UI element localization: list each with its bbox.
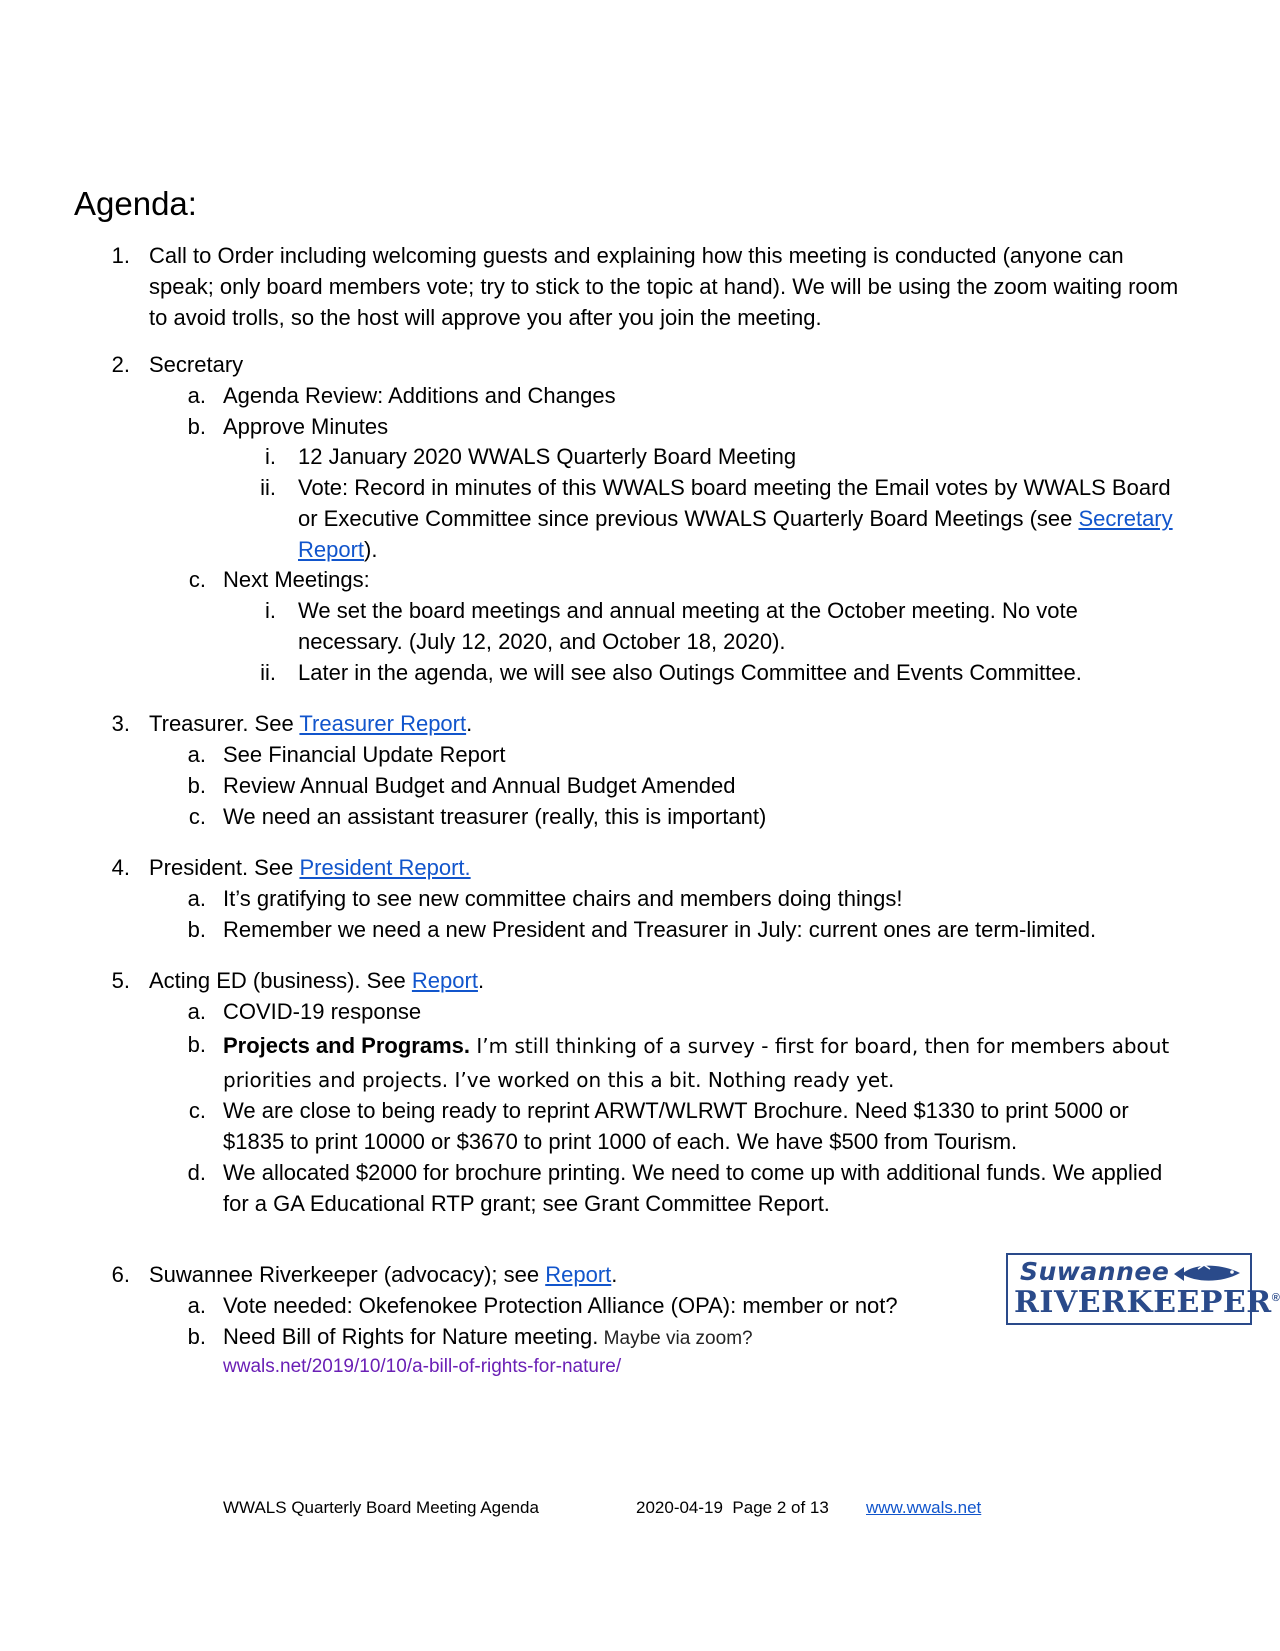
item-number: b. bbox=[187, 773, 206, 798]
item-number: i. bbox=[265, 598, 276, 623]
bill-of-rights-url[interactable]: wwals.net/2019/10/10/a-bill-of-rights-for-nature/ bbox=[223, 1356, 622, 1377]
item-text-tail: . bbox=[611, 1262, 618, 1287]
item-number: 4. bbox=[111, 855, 130, 880]
item-text bbox=[149, 708, 1189, 739]
ed-report-link[interactable]: Report bbox=[411, 968, 478, 993]
item-number: c. bbox=[188, 567, 206, 592]
registered-mark: ® bbox=[1271, 1292, 1280, 1304]
item-text: We allocated $2000 for brochure printing. We need to come up with additional funds. We applied for a GA Educational RTP grant; see Grant Committee Report. bbox=[223, 1160, 1163, 1216]
item-text: See Financial Update Report bbox=[223, 742, 506, 767]
item-text bbox=[149, 1259, 929, 1290]
item-text: Later in the agenda, we will see also Outings Committee and Events Committee. bbox=[298, 660, 1082, 685]
item-text-tail: . bbox=[466, 711, 473, 736]
item-number: b. bbox=[187, 917, 206, 942]
item-number: ii. bbox=[260, 475, 276, 500]
item-text: Approve Minutes bbox=[223, 414, 389, 439]
suwannee-riverkeeper-logo bbox=[1006, 1253, 1280, 1325]
item-number: 3. bbox=[111, 711, 130, 736]
item-number: 6. bbox=[111, 1262, 130, 1287]
item-number: a. bbox=[187, 999, 206, 1024]
item-number: b. bbox=[187, 1324, 206, 1349]
item-text bbox=[149, 965, 1189, 996]
footer-title: WWALS Quarterly Board Meeting Agenda bbox=[223, 1498, 539, 1517]
logo-wordmark: RIVERKEEPER bbox=[1014, 1285, 1272, 1320]
item-number: b. bbox=[187, 414, 206, 439]
item-text: It’s gratifying to see new committee chairs and members doing things! bbox=[223, 886, 903, 911]
item-text: We need an assistant treasurer (really, this is important) bbox=[223, 804, 767, 829]
page-title: Agenda: bbox=[74, 185, 197, 222]
item-text-body: Vote: Record in minutes of this WWALS board meeting the Email votes by WWALS Board or Executive Committee since previous WWALS Quarterly Board Meetings (see bbox=[298, 475, 1171, 531]
item-text-body: President. See bbox=[149, 855, 300, 880]
logo-line-2 bbox=[1014, 1285, 1280, 1320]
item-text bbox=[149, 852, 1189, 883]
item-text: We set the board meetings and annual meeting at the October meeting. No vote necessary. (July 12, 2020, and October 18, 2020). bbox=[298, 598, 1078, 654]
item-number: d. bbox=[187, 1160, 206, 1185]
item-note: Maybe via zoom? bbox=[598, 1328, 753, 1349]
item-number: c. bbox=[188, 1098, 206, 1123]
item-number: 1. bbox=[111, 243, 130, 268]
item-number: a. bbox=[187, 886, 206, 911]
item-text: COVID-19 response bbox=[223, 999, 422, 1024]
item-text bbox=[298, 472, 1188, 565]
item-number: i. bbox=[265, 444, 276, 469]
president-report-link[interactable]: President Report. bbox=[299, 855, 471, 880]
item-text: Vote needed: Okefenokee Protection Alliance (OPA): member or not? bbox=[223, 1293, 898, 1318]
item-text: Next Meetings: bbox=[223, 567, 370, 592]
item-text-tail: ). bbox=[364, 537, 378, 562]
item-text bbox=[223, 1321, 983, 1354]
item-text bbox=[223, 1029, 1188, 1097]
fish-icon bbox=[1172, 1261, 1244, 1287]
item-text-body: I’m still thinking of a survey - first for board, then for members about priorities and projects. I’ve worked on this a bit. Nothing ready yet. bbox=[223, 1034, 1170, 1092]
item-text: Remember we need a new President and Treasurer in July: current ones are term-limited. bbox=[223, 917, 1097, 942]
item-text-body: Acting ED (business). See bbox=[149, 968, 412, 993]
item-text-body: Treasurer. See bbox=[149, 711, 300, 736]
item-text-tail: . bbox=[477, 968, 485, 993]
item-number: a. bbox=[187, 1293, 206, 1318]
secretary-report-link[interactable]: Secretary Report bbox=[298, 506, 1173, 562]
item-number: a. bbox=[187, 742, 206, 767]
item-text: Agenda Review: Additions and Changes bbox=[223, 383, 616, 408]
item-text: 12 January 2020 WWALS Quarterly Board Meeting bbox=[298, 444, 797, 469]
item-text-body: Suwannee Riverkeeper (advocacy); see bbox=[149, 1262, 546, 1287]
item-text: We are close to being ready to reprint ARWT/WLRWT Brochure. Need $1330 to print 5000 or $1835 to print 10000 or $3670 to print 1000 of each. We have $500 from Tourism. bbox=[223, 1098, 1129, 1154]
item-text: Review Annual Budget and Annual Budget Amended bbox=[223, 773, 736, 798]
footer-website-link[interactable]: www.wwals.net bbox=[866, 1498, 982, 1517]
treasurer-report-link[interactable]: Treasurer Report bbox=[299, 711, 467, 736]
item-text: Secretary bbox=[149, 352, 244, 377]
item-number: a. bbox=[187, 383, 206, 408]
footer-date-page: 2020-04-19 Page 2 of 13 bbox=[636, 1498, 829, 1517]
logo-line-1: Suwannee bbox=[1020, 1257, 1170, 1286]
item-number: 5. bbox=[111, 968, 130, 993]
item-number: b. bbox=[187, 1032, 206, 1057]
item-text: Call to Order including welcoming guests and explaining how this meeting is conducted (anyone can speak; only board members vote; try to stick to the topic at hand). We will be using the zoom waiting room to avoid trolls, so the host will approve you after you join the meeting. bbox=[149, 243, 1179, 330]
item-number: 2. bbox=[111, 352, 130, 377]
item-text-bold: Projects and Programs. bbox=[223, 1033, 470, 1058]
item-text-body: Need Bill of Rights for Nature meeting. bbox=[223, 1324, 599, 1349]
item-number: ii. bbox=[260, 660, 276, 685]
item-number: c. bbox=[188, 804, 206, 829]
riverkeeper-report-link[interactable]: Report bbox=[545, 1262, 612, 1287]
